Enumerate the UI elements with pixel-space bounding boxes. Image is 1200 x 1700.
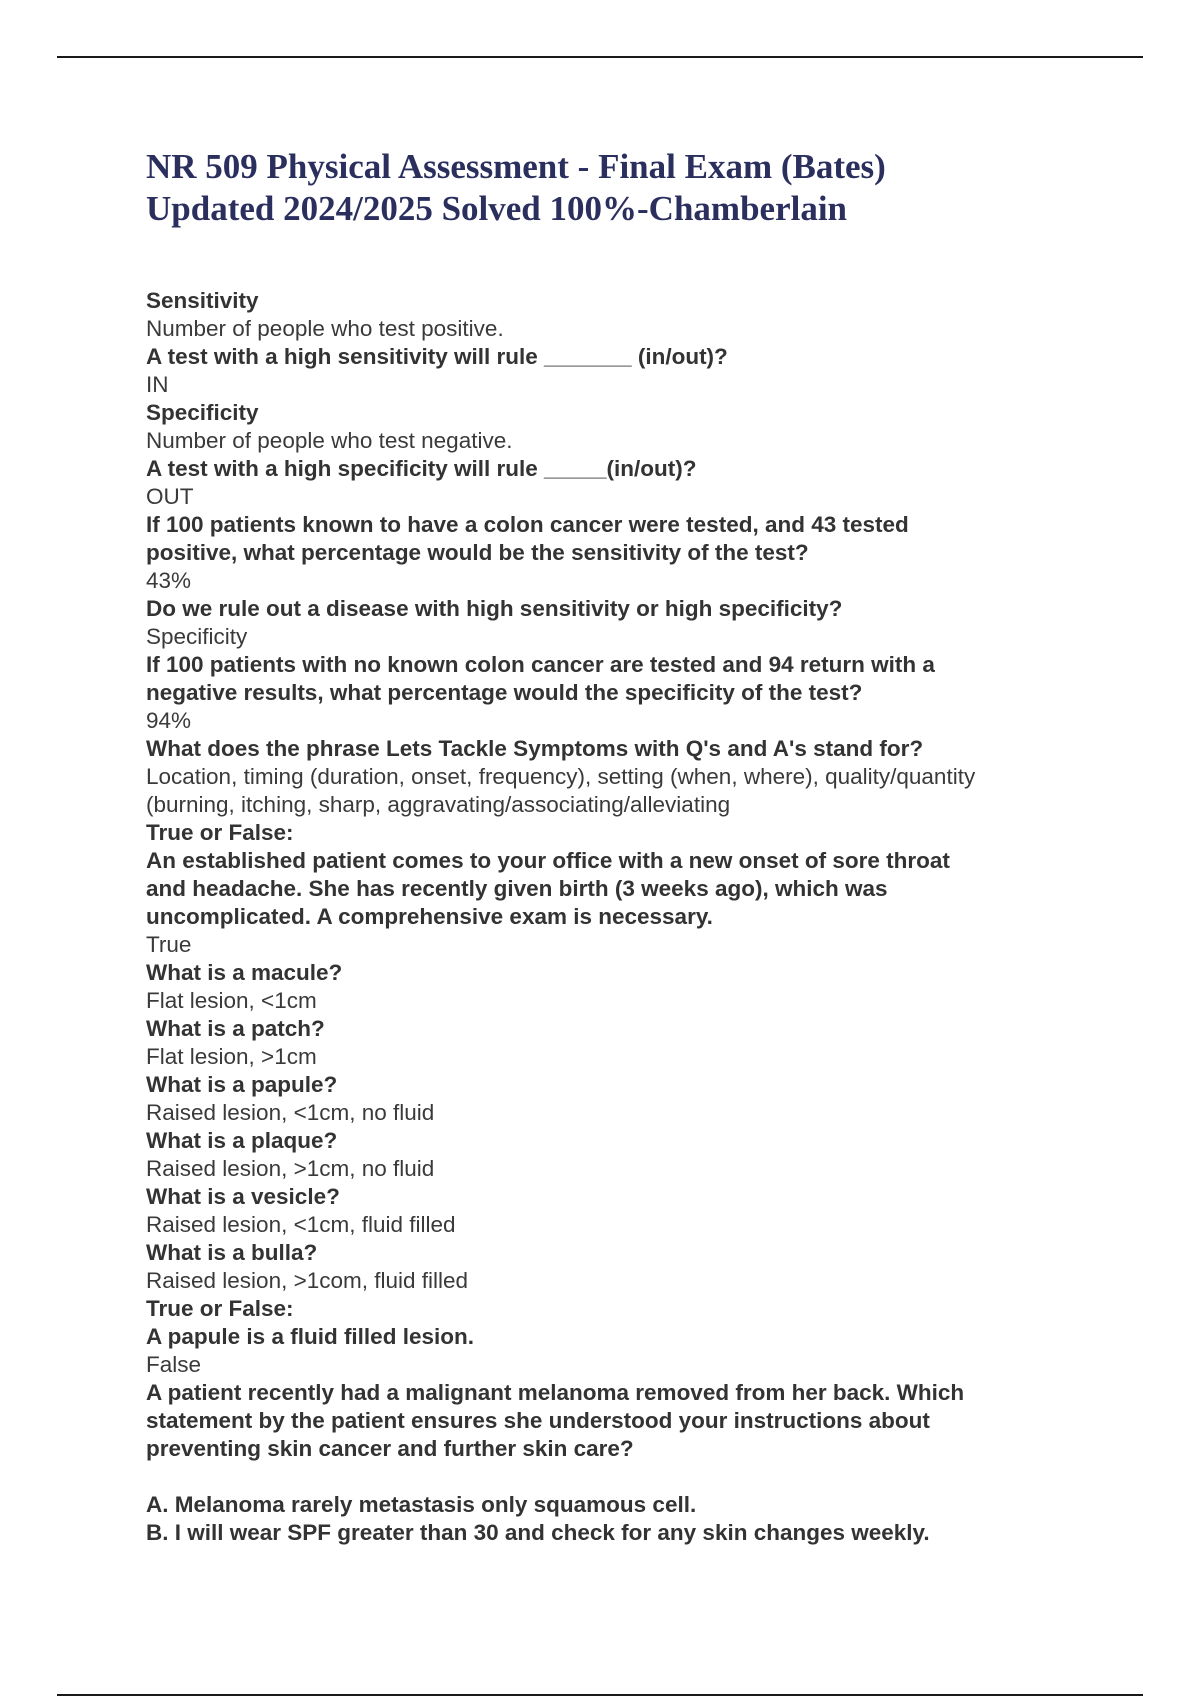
question-line: B. I will wear SPF greater than 30 and check for any skin changes weekly. (146, 1520, 930, 1545)
qa-content (146, 287, 1066, 1547)
question-line: If 100 patients with no known colon cancer are tested and 94 return with a (146, 652, 935, 677)
question-line: What is a bulla? (146, 1240, 318, 1265)
answer-line: OUT (146, 484, 194, 509)
answer-line: Raised lesion, <1cm, fluid filled (146, 1212, 456, 1237)
question-line: An established patient comes to your office with a new onset of sore throat (146, 848, 950, 873)
question-line: Sensitivity (146, 288, 259, 313)
question-line: Specificity (146, 400, 259, 425)
question-line: negative results, what percentage would the specificity of the test? (146, 680, 863, 705)
question-line: A test with a high sensitivity will rule _______ (in/out)? (146, 344, 728, 369)
question-line: True or False: (146, 1296, 294, 1321)
question-line: True or False: (146, 820, 294, 845)
question-line: A patient recently had a malignant melanoma removed from her back. Which (146, 1380, 965, 1405)
answer-line: Raised lesion, >1cm, no fluid (146, 1156, 435, 1181)
answer-line: True (146, 932, 192, 957)
question-line: uncomplicated. A comprehensive exam is necessary. (146, 904, 713, 929)
question-line: Do we rule out a disease with high sensitivity or high specificity? (146, 596, 843, 621)
answer-line: Raised lesion, <1cm, no fluid (146, 1100, 435, 1125)
answer-line: Flat lesion, >1cm (146, 1044, 317, 1069)
answer-line: Location, timing (duration, onset, frequency), setting (when, where), quality/quantity (146, 764, 976, 789)
question-line: What is a papule? (146, 1072, 338, 1097)
answer-line: IN (146, 372, 169, 397)
question-line: What is a macule? (146, 960, 343, 985)
question-line: A papule is a fluid filled lesion. (146, 1324, 474, 1349)
question-line: A test with a high specificity will rule _____(in/out)? (146, 456, 697, 481)
top-divider (57, 56, 1143, 58)
title-line-1: NR 509 Physical Assessment - Final Exam (Bates) (146, 147, 886, 186)
document-title (146, 146, 1106, 230)
bottom-divider (57, 1694, 1143, 1696)
question-line: What does the phrase Lets Tackle Symptoms with Q's and A's stand for? (146, 736, 924, 761)
answer-line: Specificity (146, 624, 248, 649)
answer-line: (burning, itching, sharp, aggravating/associating/alleviating (146, 792, 731, 817)
answer-line: Flat lesion, <1cm (146, 988, 317, 1013)
answer-line: Raised lesion, >1com, fluid filled (146, 1268, 469, 1293)
question-line: If 100 patients known to have a colon cancer were tested, and 43 tested (146, 512, 909, 537)
question-line: What is a patch? (146, 1016, 325, 1041)
question-line: statement by the patient ensures she understood your instructions about (146, 1408, 930, 1433)
question-line: What is a vesicle? (146, 1184, 340, 1209)
title-line-2: Updated 2024/2025 Solved 100%-Chamberlain (146, 189, 848, 228)
answer-line: 94% (146, 708, 192, 733)
answer-line: False (146, 1352, 202, 1377)
answer-line: Number of people who test negative. (146, 428, 513, 453)
blank-line (146, 1463, 1066, 1491)
question-line: and headache. She has recently given birth (3 weeks ago), which was (146, 876, 888, 901)
answer-line: 43% (146, 568, 192, 593)
question-line: A. Melanoma rarely metastasis only squamous cell. (146, 1492, 697, 1517)
answer-line: Number of people who test positive. (146, 316, 504, 341)
question-line: What is a plaque? (146, 1128, 338, 1153)
question-line: preventing skin cancer and further skin care? (146, 1436, 634, 1461)
question-line: positive, what percentage would be the sensitivity of the test? (146, 540, 809, 565)
